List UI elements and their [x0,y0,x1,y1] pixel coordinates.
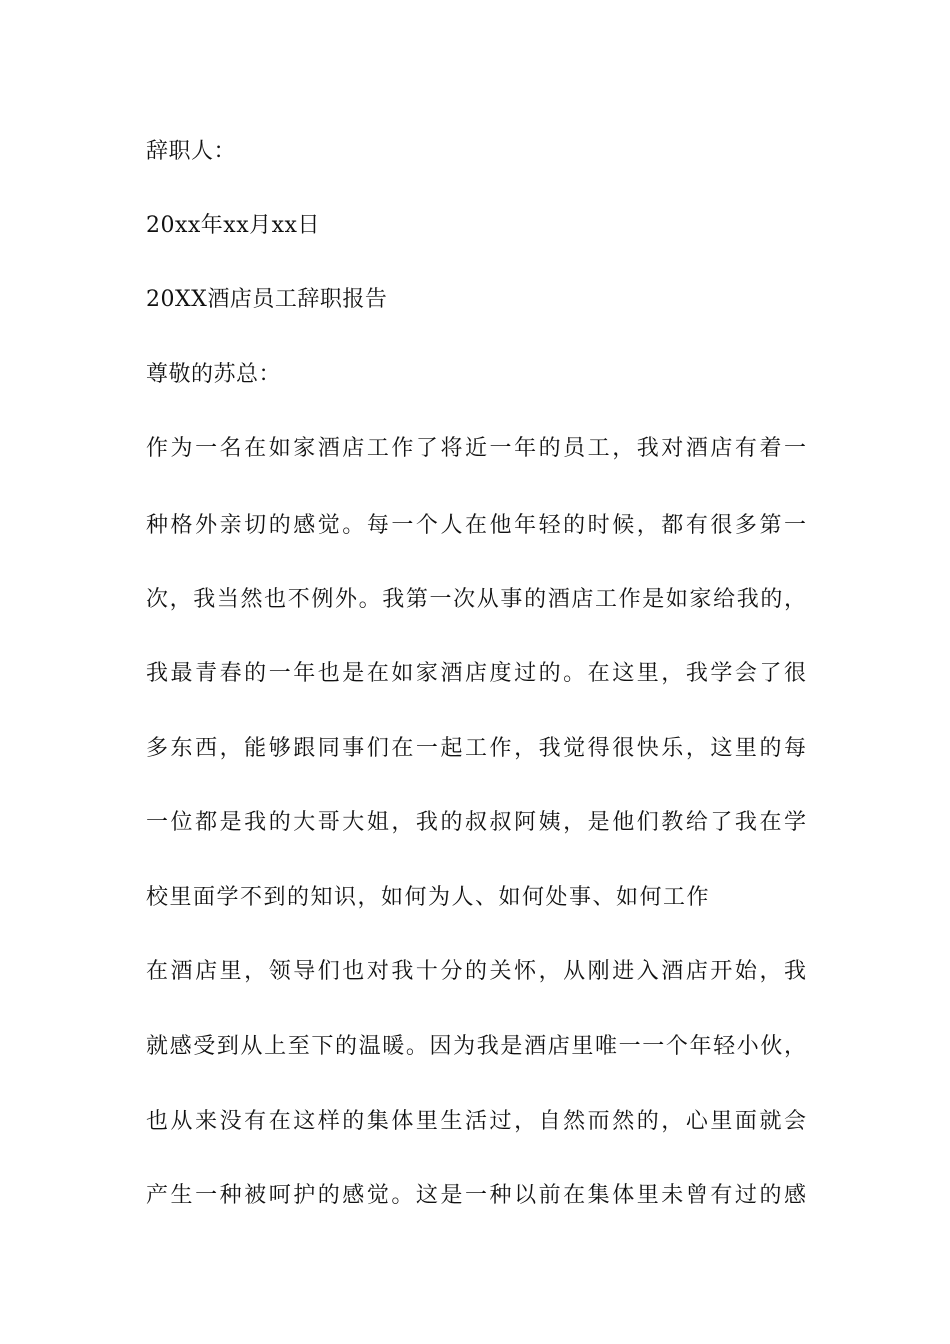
body-line: 在酒店里，领导们也对我十分的关怀，从刚进入酒店开始，我 [146,959,806,984]
body-line: 作为一名在如家酒店工作了将近一年的员工，我对酒店有着一 [146,436,806,461]
body-line: 一位都是我的大哥大姐，我的叔叔阿姨，是他们教给了我在学 [146,810,806,835]
body-line: 种格外亲切的感觉。每一个人在他年轻的时候，都有很多第一 [146,513,806,538]
body-line: 就感受到从上至下的温暖。因为我是酒店里唯一一个年轻小伙， [146,1034,806,1059]
report-title: 20XX酒店员工辞职报告 [146,287,388,312]
body-line: 也从来没有在这样的集体里生活过，自然而然的，心里面就会 [146,1109,806,1134]
body-line: 产生一种被呵护的感觉。这是一种以前在集体里未曾有过的感 [146,1183,806,1208]
body-line: 校里面学不到的知识，如何为人、如何处事、如何工作 [146,885,711,910]
resigner-label: 辞职人： [146,139,237,164]
body-line: 多东西，能够跟同事们在一起工作，我觉得很快乐，这里的每 [146,736,806,761]
signature-date: 20xx年xx月xx日 [146,213,320,238]
body-line: 次，我当然也不例外。我第一次从事的酒店工作是如家给我的， [146,587,806,612]
salutation: 尊敬的苏总： [146,362,282,387]
body-line: 我最青春的一年也是在如家酒店度过的。在这里，我学会了很 [146,661,806,686]
